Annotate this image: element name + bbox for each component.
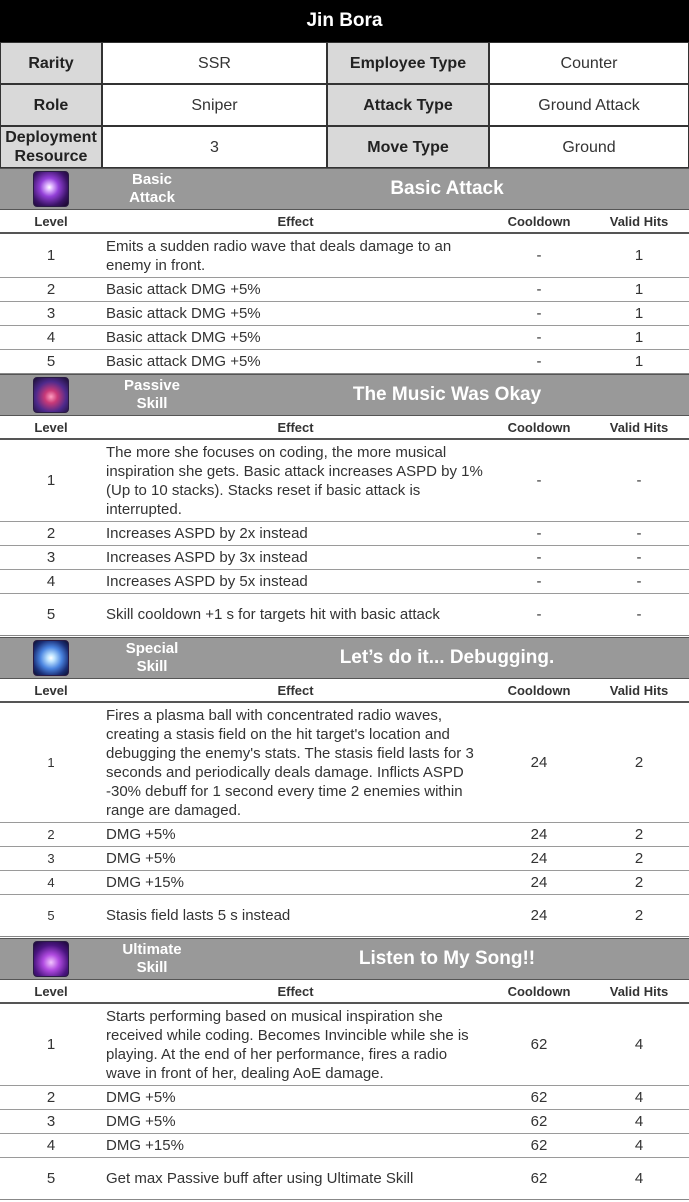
cooldown-cell: - xyxy=(536,549,542,566)
effect-cell: Stasis field lasts 5 s instead xyxy=(106,907,291,924)
column-header-row xyxy=(0,679,689,703)
basic-attack-icon xyxy=(33,171,69,207)
column-header-cooldown: Cooldown xyxy=(507,682,571,698)
effect-cell: Basic attack DMG +5% xyxy=(106,353,261,370)
role-value: Sniper xyxy=(102,84,327,126)
role-label: Role xyxy=(0,84,102,126)
column-header-effect: Effect xyxy=(277,983,314,999)
cooldown-cell: 24 xyxy=(530,907,548,924)
level-cell: 4 xyxy=(46,1137,56,1154)
level-cell: 2 xyxy=(46,281,56,298)
cooldown-cell: 24 xyxy=(530,874,548,891)
table-row xyxy=(0,278,689,302)
cooldown-cell: - xyxy=(536,606,542,623)
deployment-resource-value: 3 xyxy=(102,126,327,168)
table-row xyxy=(0,350,689,374)
effect-cell: DMG +15% xyxy=(106,1137,184,1154)
cooldown-cell: - xyxy=(536,329,542,346)
table-row xyxy=(0,594,689,636)
valid-hits-cell: 4 xyxy=(634,1170,644,1187)
effect-cell: Basic attack DMG +5% xyxy=(106,329,261,346)
valid-hits-cell: 2 xyxy=(634,850,644,867)
level-cell: 2 xyxy=(46,1089,56,1106)
cooldown-cell: - xyxy=(536,305,542,322)
deployment-resource-label: Deployment Resource xyxy=(0,126,102,168)
skill-type-label: Basic Attack xyxy=(129,171,175,206)
column-header-effect: Effect xyxy=(277,419,314,435)
valid-hits-cell: 1 xyxy=(634,305,644,322)
rarity-label: Rarity xyxy=(0,42,102,84)
special-skill-header xyxy=(0,637,689,679)
effect-cell: DMG +15% xyxy=(106,874,184,891)
level-cell: 4 xyxy=(46,573,56,590)
level-cell: 1 xyxy=(46,1036,56,1053)
effect-cell: Get max Passive buff after using Ultimate Skill xyxy=(106,1170,414,1187)
table-row xyxy=(0,895,689,937)
column-header-valid-hits: Valid Hits xyxy=(609,213,669,229)
column-header-level: Level xyxy=(34,983,68,999)
effect-cell: Starts performing based on musical inspiration she received while coding. Becomes Invincible while she is playing. At the end of her performance, fires a radio wave in front of her, dealing AoE damage. xyxy=(106,1007,469,1082)
table-row xyxy=(0,703,689,823)
cooldown-cell: - xyxy=(536,525,542,542)
passive-skill-icon xyxy=(33,377,69,413)
table-row xyxy=(0,823,689,847)
effect-cell: Basic attack DMG +5% xyxy=(106,281,261,298)
level-cell: 4 xyxy=(46,329,56,346)
table-row xyxy=(0,1110,689,1134)
column-header-cooldown: Cooldown xyxy=(507,419,571,435)
valid-hits-cell: 2 xyxy=(634,874,644,891)
valid-hits-cell: - xyxy=(636,549,642,566)
effect-cell: Fires a plasma ball with concentrated radio waves, creating a stasis field on the hit target's location and debugging the enemy's stats. The stasis field lasts for 3 seconds and periodically deals damage. Inflicts ASPD -30% debuff for 1 second every time 2 enemies within range are damaged. xyxy=(106,706,474,819)
level-cell: 4 xyxy=(47,875,55,890)
ultimate-skill-header xyxy=(0,938,689,980)
valid-hits-cell: 2 xyxy=(634,826,644,843)
cooldown-cell: 24 xyxy=(530,826,548,843)
level-cell: 5 xyxy=(47,908,55,923)
effect-cell: Increases ASPD by 2x instead xyxy=(106,525,308,542)
valid-hits-cell: - xyxy=(636,472,642,489)
effect-cell: Increases ASPD by 3x instead xyxy=(106,549,308,566)
valid-hits-cell: 1 xyxy=(634,353,644,370)
cooldown-cell: 24 xyxy=(530,754,548,771)
skill-name: Listen to My Song!! xyxy=(358,948,536,969)
level-cell: 3 xyxy=(46,305,56,322)
valid-hits-cell: 4 xyxy=(634,1089,644,1106)
valid-hits-cell: 1 xyxy=(634,281,644,298)
effect-cell: Increases ASPD by 5x instead xyxy=(106,573,308,590)
cooldown-cell: - xyxy=(536,353,542,370)
table-row xyxy=(0,847,689,871)
cooldown-cell: 62 xyxy=(530,1113,548,1130)
basic-attack-header xyxy=(0,168,689,210)
skill-type-label: Special Skill xyxy=(125,640,179,675)
column-header-row xyxy=(0,210,689,234)
level-cell: 2 xyxy=(47,827,55,842)
effect-cell: Basic attack DMG +5% xyxy=(106,305,261,322)
skill-type-label: Passive Skill xyxy=(124,377,180,412)
valid-hits-cell: - xyxy=(636,573,642,590)
attack-type-label: Attack Type xyxy=(327,84,489,126)
skill-name: Let’s do it... Debugging. xyxy=(339,647,555,668)
effect-cell: Emits a sudden radio wave that deals damage to an enemy in front. xyxy=(106,237,452,274)
skill-type-label: Ultimate Skill xyxy=(122,941,182,976)
table-row xyxy=(0,1158,689,1200)
column-header-effect: Effect xyxy=(277,213,314,229)
level-cell: 3 xyxy=(47,851,55,866)
move-type-value: Ground xyxy=(489,126,689,168)
valid-hits-cell: 2 xyxy=(634,754,644,771)
valid-hits-cell: 2 xyxy=(634,907,644,924)
cooldown-cell: - xyxy=(536,573,542,590)
column-header-cooldown: Cooldown xyxy=(507,213,571,229)
move-type-label: Move Type xyxy=(327,126,489,168)
table-row xyxy=(0,440,689,522)
rarity-value: SSR xyxy=(102,42,327,84)
level-cell: 5 xyxy=(46,1170,56,1187)
column-header-row xyxy=(0,416,689,440)
valid-hits-cell: - xyxy=(636,525,642,542)
employee-type-value: Counter xyxy=(489,42,689,84)
valid-hits-cell: 4 xyxy=(634,1036,644,1053)
column-header-valid-hits: Valid Hits xyxy=(609,419,669,435)
cooldown-cell: 62 xyxy=(530,1036,548,1053)
level-cell: 5 xyxy=(46,606,56,623)
employee-type-label: Employee Type xyxy=(327,42,489,84)
cooldown-cell: 24 xyxy=(530,850,548,867)
column-header-cooldown: Cooldown xyxy=(507,983,571,999)
page-title: Jin Bora xyxy=(0,0,689,42)
cooldown-cell: - xyxy=(536,281,542,298)
table-row xyxy=(0,234,689,278)
effect-cell: Skill cooldown +1 s for targets hit with basic attack xyxy=(106,606,440,623)
valid-hits-cell: - xyxy=(636,606,642,623)
level-cell: 3 xyxy=(46,1113,56,1130)
level-cell: 1 xyxy=(46,472,56,489)
effect-cell: The more she focuses on coding, the more musical inspiration she gets. Basic attack increases ASPD by 1% (Up to 10 stacks). Stacks reset if basic attack is interrupted. xyxy=(106,443,483,518)
cooldown-cell: 62 xyxy=(530,1170,548,1187)
effect-cell: DMG +5% xyxy=(106,850,176,867)
special-skill-icon xyxy=(33,640,69,676)
table-row xyxy=(0,1004,689,1086)
passive-skill-header xyxy=(0,374,689,416)
column-header-row xyxy=(0,980,689,1004)
table-row xyxy=(0,522,689,546)
cooldown-cell: 62 xyxy=(530,1089,548,1106)
table-row xyxy=(0,302,689,326)
column-header-valid-hits: Valid Hits xyxy=(609,682,669,698)
column-header-level: Level xyxy=(34,213,68,229)
table-row xyxy=(0,871,689,895)
effect-cell: DMG +5% xyxy=(106,1089,176,1106)
table-row xyxy=(0,546,689,570)
cooldown-cell: - xyxy=(536,472,542,489)
cooldown-cell: 62 xyxy=(530,1137,548,1154)
effect-cell: DMG +5% xyxy=(106,826,176,843)
valid-hits-cell: 4 xyxy=(634,1113,644,1130)
level-cell: 1 xyxy=(46,247,56,264)
level-cell: 5 xyxy=(46,353,56,370)
table-row xyxy=(0,326,689,350)
cooldown-cell: - xyxy=(536,247,542,264)
effect-cell: DMG +5% xyxy=(106,1113,176,1130)
ultimate-skill-icon xyxy=(33,941,69,977)
valid-hits-cell: 4 xyxy=(634,1137,644,1154)
table-row xyxy=(0,1086,689,1110)
attack-type-value: Ground Attack xyxy=(489,84,689,126)
level-cell: 2 xyxy=(46,525,56,542)
column-header-level: Level xyxy=(34,682,68,698)
level-cell: 3 xyxy=(46,549,56,566)
table-row xyxy=(0,1134,689,1158)
skill-name: The Music Was Okay xyxy=(352,384,542,405)
column-header-valid-hits: Valid Hits xyxy=(609,983,669,999)
skill-name: Basic Attack xyxy=(390,178,504,199)
level-cell: 1 xyxy=(47,755,55,770)
column-header-effect: Effect xyxy=(277,682,314,698)
valid-hits-cell: 1 xyxy=(634,329,644,346)
column-header-level: Level xyxy=(34,419,68,435)
table-row xyxy=(0,570,689,594)
valid-hits-cell: 1 xyxy=(634,247,644,264)
